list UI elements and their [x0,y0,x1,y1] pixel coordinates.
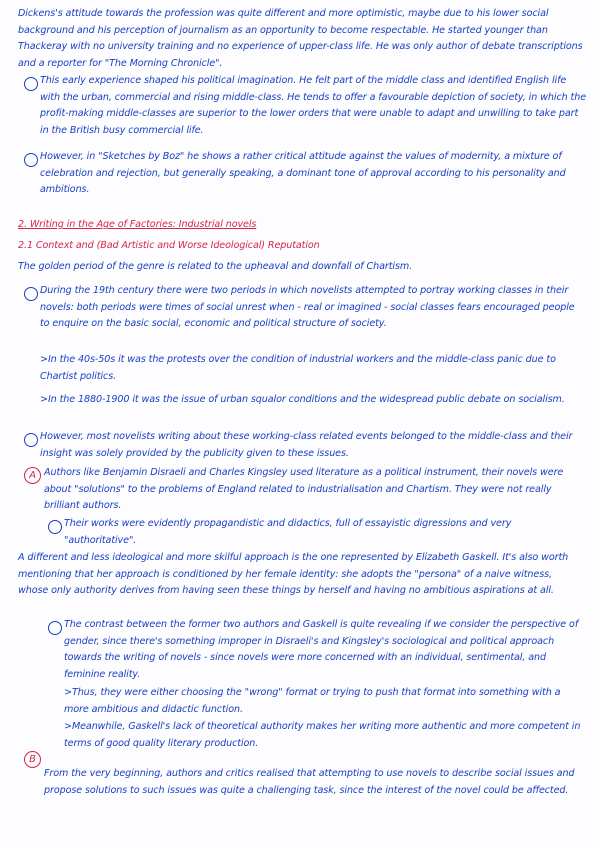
point-eighteen-eighties: >In the 1880-1900 it was the issue of urban squalor conditions and the widespread public debate on socialism. [40,394,565,405]
paragraph-disraeli-kingsley: Authors like Benjamin Disraeli and Charles Kingsley used literature as a political instrument, their novels were about "solutions" to the problems of England related to industrialisation and Chartism. They were not really brilliant authors. [44,467,564,511]
point-forties-fifties: >In the 40s-50s it was the protests over the condition of industrial workers and the middle-class panic due to Chartist politics. [40,354,556,382]
point-gaskell-authenticity: >Meanwhile, Gaskell's lack of theoretical authority makes her writing more authentic and more competent in terms of good quality literary production. [64,721,581,749]
bullet-circle-icon [24,287,38,301]
paragraph-gender-contrast: The contrast between the former two authors and Gaskell is quite revealing if we consider the perspective of gender, since there's something improper in Disraeli's and Kingsley's sociological and political approach towards the writing of novels - since novels were more concerned with an individual, sentimental, and feminine reality. [64,619,579,680]
paragraph-challenging-task: From the very beginning, authors and critics realised that attempting to use novels to describe social issues and propose solutions to such issues was quite a challenging task, since the interest of the novel could be affected. [44,768,575,796]
paragraph-political-imagination: This early experience shaped his political imagination. He felt part of the middle class and identified English life with the urban, commercial and rising middle-class. He tends to offer a favourable depiction of society, in which the profit-making middle-classes are superior to the lower orders that were unable to adapt and unwilling to take part in the British busy commercial life. [40,75,586,136]
paragraph-propagandistic-works: Their works were evidently propagandistic and didactics, full of essayistic digressions and very "authoritative". [64,518,512,546]
bullet-circle-icon [24,433,38,447]
section-heading: 2. Writing in the Age of Factories: Industrial novels [18,219,257,230]
bullet-circle-icon [48,621,62,635]
marker-b-icon: B [24,751,41,768]
bullet-circle-icon [24,153,38,167]
marker-a-icon: A [24,467,41,484]
subsection-heading: 2.1 Context and (Bad Artistic and Worse Ideological) Reputation [18,240,320,251]
point-wrong-format: >Thus, they were either choosing the "wrong" format or trying to push that format into something with a more ambitious and didactic function. [64,687,561,715]
paragraph-dickens-attitude: Dickens's attitude towards the profession was quite different and more optimistic, maybe due to his lower social background and his perception of journalism as an opportunity to become respectable. He started younger than Thackeray with no university training and no experience of upper-class life. He was only author of debate transcriptions and a reporter for "The Morning Chronicle". [18,8,583,69]
paragraph-two-periods: During the 19th century there were two periods in which novelists attempted to portray working classes in their novels: both periods were times of social unrest when - real or imagined - social classes fears encouraged people to enquire on the basic social, economic and political structure of society. [40,285,575,329]
paragraph-middle-class-novelists: However, most novelists writing about these working-class related events belonged to the middle-class and their insight was solely provided by the publicity given to these issues. [40,431,573,459]
bullet-circle-icon [24,77,38,91]
bullet-circle-icon [48,520,62,534]
paragraph-sketches-by-boz: However, in "Sketches by Boz" he shows a rather critical attitude against the values of modernity, a mixture of celebration and rejection, but generally speaking, a dominant tone of approval according to his personality and ambitions. [40,151,566,195]
paragraph-golden-period: The golden period of the genre is related to the upheaval and downfall of Chartism. [18,261,413,272]
paragraph-gaskell-approach: A different and less ideological and more skilful approach is the one represented by Elizabeth Gaskell. It's also worth mentioning that her approach is conditioned by her female identity: she adopts the "persona" of a naive witness, whose only authority derives from having seen these things by herself and having no ambitious aspirations at all. [18,552,569,596]
